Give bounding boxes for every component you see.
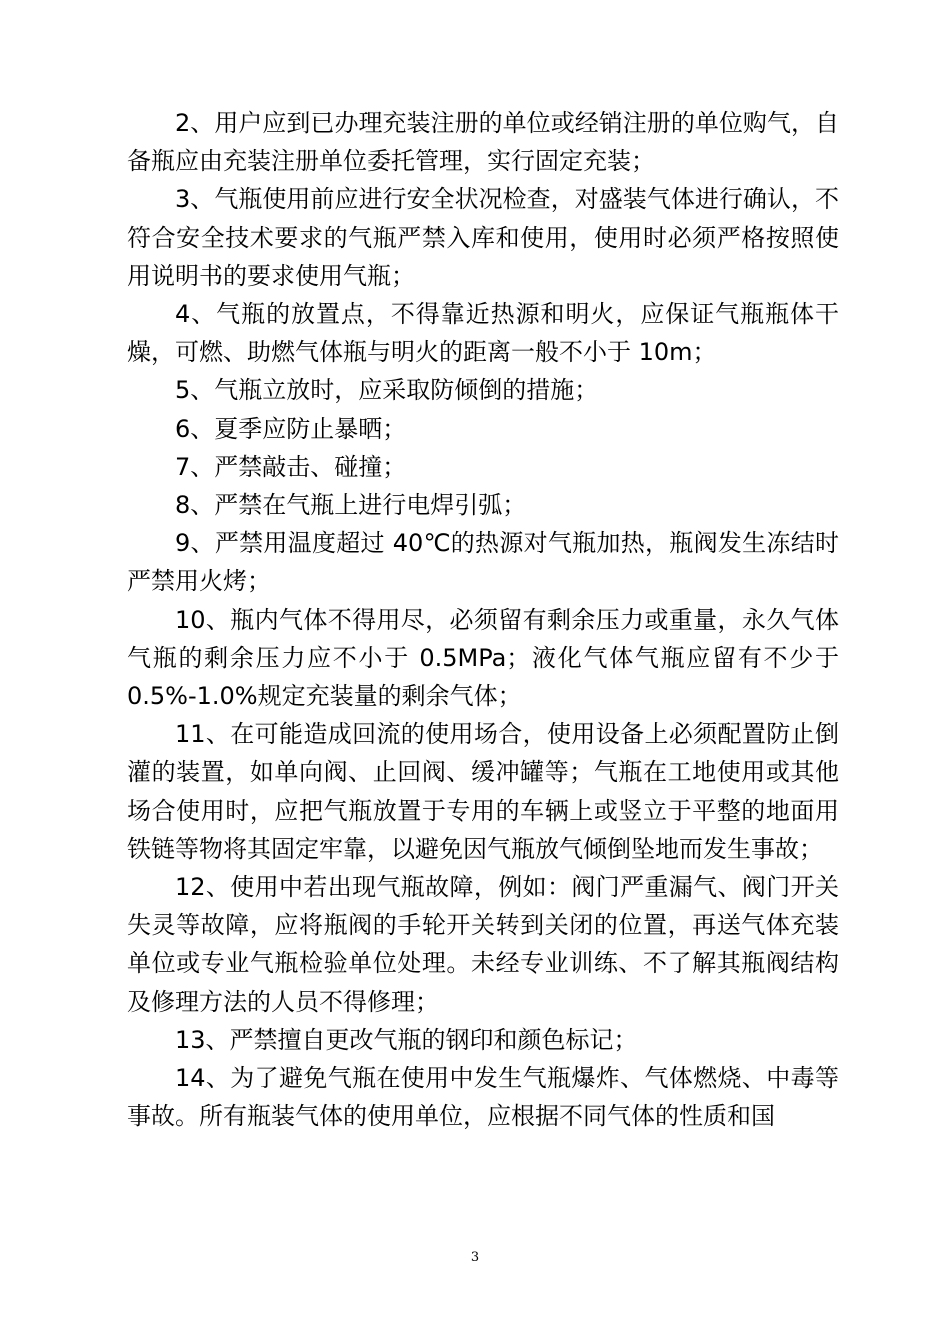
paragraph-item-8: 8、严禁在气瓶上进行电焊引弧； — [175, 491, 527, 520]
paragraph-item-12: 12、使用中若出现气瓶故障，例如：阀门严重漏气、阀门开关失灵等故障，应将瓶阀的手轮开关转到关闭的位置，再送气体充装单位或专业气瓶检验单位处理。未经专业训练、不了解其瓶阀结构及修理方法的人员不得修理； — [127, 873, 839, 1016]
page-number: 3 — [470, 1250, 480, 1265]
paragraph-item-2: 2、用户应到已办理充装注册的单位或经销注册的单位购气，自备瓶应由充装注册单位委托管理，实行固定充装； — [127, 109, 839, 176]
paragraph-item-13: 13、严禁擅自更改气瓶的钢印和颜色标记； — [175, 1025, 638, 1054]
paragraph-item-6: 6、夏季应防止暴晒； — [175, 414, 407, 443]
paragraph-item-5: 5、气瓶立放时，应采取防倾倒的措施； — [175, 376, 599, 405]
paragraph-item-7: 7、严禁敲击、碰撞； — [175, 452, 407, 481]
paragraph-item-3: 3、气瓶使用前应进行安全状况检查，对盛装气体进行确认，不符合安全技术要求的气瓶严禁入库和使用，使用时必须严格按照使用说明书的要求使用气瓶； — [127, 185, 839, 290]
paragraph-item-10: 10、瓶内气体不得用尽，必须留有剩余压力或重量，永久气体气瓶的剩余压力应不小于 0.5MPa；液化气体气瓶应留有不少于 0.5%-1.0%规定充装量的剩余气体； — [127, 605, 839, 711]
document-body — [127, 104, 839, 1135]
paragraph-item-11: 11、在可能造成回流的使用场合，使用设备上必须配置防止倒灌的装置，如单向阀、止回阀、缓冲罐等；气瓶在工地使用或其他场合使用时，应把气瓶放置于专用的车辆上或竖立于平整的地面用铁链等物将其固定牢靠，以避免因气瓶放气倾倒坠地而发生事故； — [127, 720, 839, 863]
paragraph-item-9: 9、严禁用温度超过 40℃的热源对气瓶加热，瓶阀发生冻结时严禁用火烤； — [127, 529, 839, 596]
paragraph-item-4: 4、气瓶的放置点，不得靠近热源和明火，应保证气瓶瓶体干燥，可燃、助燃气体瓶与明火的距离一般不小于 10m； — [127, 300, 839, 367]
paragraph-item-14: 14、为了避免气瓶在使用中发生气瓶爆炸、气体燃烧、中毒等事故。所有瓶装气体的使用单位，应根据不同气体的性质和国 — [127, 1064, 839, 1131]
